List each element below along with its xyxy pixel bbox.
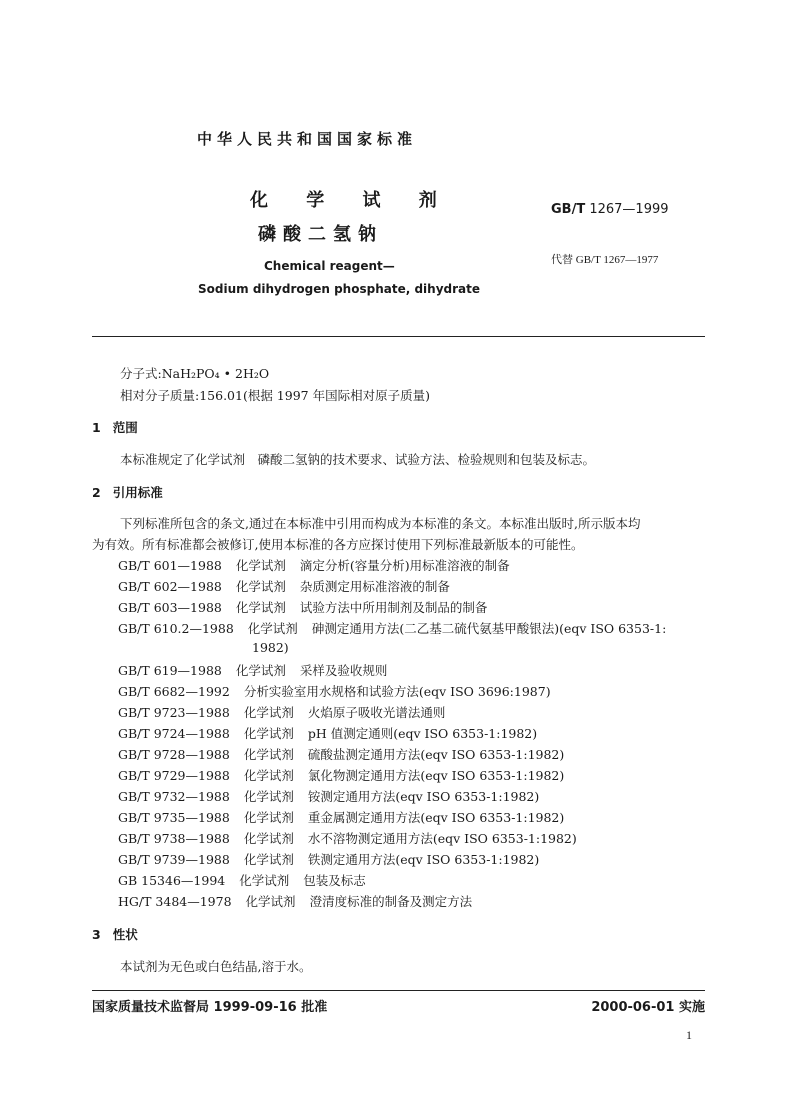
ref-desc: 杂质测定用标准溶液的制备 — [299, 579, 450, 594]
reference-item — [118, 808, 564, 826]
ref-code: GB/T 6682—1992 — [118, 684, 230, 699]
ref-desc: 重金属测定通用方法(eqv ISO 6353-1:1982) — [307, 810, 565, 825]
section-2-intro-line2: 为有效。所有标准都会被修订,使用本标准的各方应探讨使用下列标准最新版本的可能性。 — [92, 537, 584, 552]
approval-info: 国家质量技术监督局 1999-09-16 批准 — [92, 1000, 328, 1015]
reference-item — [118, 577, 450, 595]
ref-name: 化学试剂 — [239, 873, 290, 888]
ref-code: HG/T 3484—1978 — [118, 894, 232, 909]
section-number: 2 — [92, 485, 101, 500]
ref-code: GB/T 9728—1988 — [118, 747, 230, 762]
ref-code: GB/T 602—1988 — [118, 579, 222, 594]
ref-code: GB/T 9729—1988 — [118, 768, 230, 783]
section-2-heading — [92, 483, 163, 501]
ref-code: GB 15346—1994 — [118, 873, 226, 888]
document-title-en-line2: Sodium dihydrogen phosphate, dihydrate — [198, 282, 480, 296]
ref-code: GB/T 9739—1988 — [118, 852, 230, 867]
replaces-standard: 代替 GB/T 1267—1977 — [551, 254, 659, 266]
section-number: 1 — [92, 420, 101, 435]
reference-item — [118, 892, 472, 910]
ref-name: 化学试剂 — [245, 894, 296, 909]
section-title: 范围 — [112, 420, 138, 435]
ref-name: 化学试剂 — [243, 747, 294, 762]
reference-item — [118, 766, 564, 784]
reference-item — [118, 829, 577, 847]
formula-label: 分子式: — [120, 366, 162, 381]
ref-name: 化学试剂 — [243, 726, 294, 741]
molecular-mass: 相对分子质量:156.01(根据 1997 年国际相对原子质量) — [120, 388, 430, 403]
ref-code: GB/T 9723—1988 — [118, 705, 230, 720]
ref-desc: 澄清度标准的制备及测定方法 — [309, 894, 473, 909]
document-title-cn-line1: 化 学 试 剂 — [250, 190, 453, 211]
ref-desc: 采样及验收规则 — [299, 663, 388, 678]
ref-name: 化学试剂 — [235, 600, 286, 615]
ref-desc: 包装及标志 — [303, 873, 366, 888]
reference-item — [118, 682, 551, 700]
ref-desc: 火焰原子吸收光谱法通则 — [307, 705, 446, 720]
section-3-text: 本试剂为无色或白色结晶,溶于水。 — [120, 959, 312, 974]
reference-item — [118, 724, 537, 742]
ref-desc: 水不溶物测定通用方法(eqv ISO 6353-1:1982) — [307, 831, 577, 846]
ref-code: GB/T 610.2—1988 — [118, 621, 234, 636]
reference-item — [118, 703, 445, 721]
reference-continuation: 1982) — [252, 640, 289, 655]
ref-code: GB/T 9732—1988 — [118, 789, 230, 804]
section-title: 引用标准 — [112, 485, 163, 500]
ref-desc: 滴定分析(容量分析)用标准溶液的制备 — [299, 558, 510, 573]
ref-desc: 铁测定通用方法(eqv ISO 6353-1:1982) — [307, 852, 540, 867]
document-title-en-line1: Chemical reagent— — [264, 259, 395, 273]
country-standard-title: 中华人民共和国国家标准 — [197, 130, 418, 148]
ref-name: 化学试剂 — [243, 831, 294, 846]
ref-desc: 试验方法中所用制剂及制品的制备 — [299, 600, 488, 615]
implementation-date: 2000-06-01 实施 — [591, 1000, 705, 1015]
section-1-text: 本标准规定了化学试剂 磷酸二氢钠的技术要求、试验方法、检验规则和包装及标志。 — [120, 452, 596, 467]
section-number: 3 — [92, 927, 101, 942]
document-title-cn-line2: 磷酸二氢钠 — [258, 224, 383, 245]
reference-item — [118, 871, 366, 889]
ref-name: 化学试剂 — [235, 663, 286, 678]
reference-item — [118, 619, 666, 637]
ref-code: GB/T 9738—1988 — [118, 831, 230, 846]
ref-desc: 铵测定通用方法(eqv ISO 6353-1:1982) — [307, 789, 540, 804]
ref-desc: 氯化物测定通用方法(eqv ISO 6353-1:1982) — [307, 768, 565, 783]
reference-item — [118, 556, 510, 574]
ref-code: GB/T 603—1988 — [118, 600, 222, 615]
ref-desc: pH 值测定通则(eqv ISO 6353-1:1982) — [307, 726, 538, 741]
footer-divider — [92, 990, 705, 991]
ref-desc: 砷测定通用方法(二乙基二硫代氨基甲酸银法)(eqv ISO 6353-1: — [311, 621, 667, 636]
section-title: 性状 — [112, 927, 138, 942]
standard-number — [551, 202, 669, 217]
ref-name: 化学试剂 — [243, 705, 294, 720]
ref-name: 化学试剂 — [243, 810, 294, 825]
header-divider — [92, 336, 705, 337]
ref-name: 化学试剂 — [243, 852, 294, 867]
ref-name: 化学试剂 — [243, 789, 294, 804]
molecular-formula — [120, 364, 269, 382]
ref-code: GB/T 619—1988 — [118, 663, 222, 678]
page-number: 1 — [686, 1028, 692, 1042]
reference-item — [118, 598, 487, 616]
reference-item — [118, 787, 539, 805]
standard-prefix: GB/T — [551, 202, 586, 217]
reference-item — [118, 745, 564, 763]
ref-code: GB/T 9724—1988 — [118, 726, 230, 741]
ref-name: 化学试剂 — [247, 621, 298, 636]
section-3-heading — [92, 925, 138, 943]
reference-item — [118, 661, 387, 679]
standard-code: 1267—1999 — [589, 202, 669, 217]
ref-name: 化学试剂 — [235, 579, 286, 594]
reference-item — [118, 850, 539, 868]
formula-value: NaH₂PO₄ • 2H₂O — [161, 366, 270, 381]
ref-name: 化学试剂 — [235, 558, 286, 573]
ref-desc: 硫酸盐测定通用方法(eqv ISO 6353-1:1982) — [307, 747, 565, 762]
ref-desc: 分析实验室用水规格和试验方法(eqv ISO 3696:1987) — [243, 684, 551, 699]
ref-code: GB/T 601—1988 — [118, 558, 222, 573]
ref-name: 化学试剂 — [243, 768, 294, 783]
section-2-intro-line1: 下列标准所包含的条文,通过在本标准中引用而构成为本标准的条文。本标准出版时,所示版本均 — [120, 516, 641, 531]
section-1-heading — [92, 418, 138, 436]
ref-code: GB/T 9735—1988 — [118, 810, 230, 825]
